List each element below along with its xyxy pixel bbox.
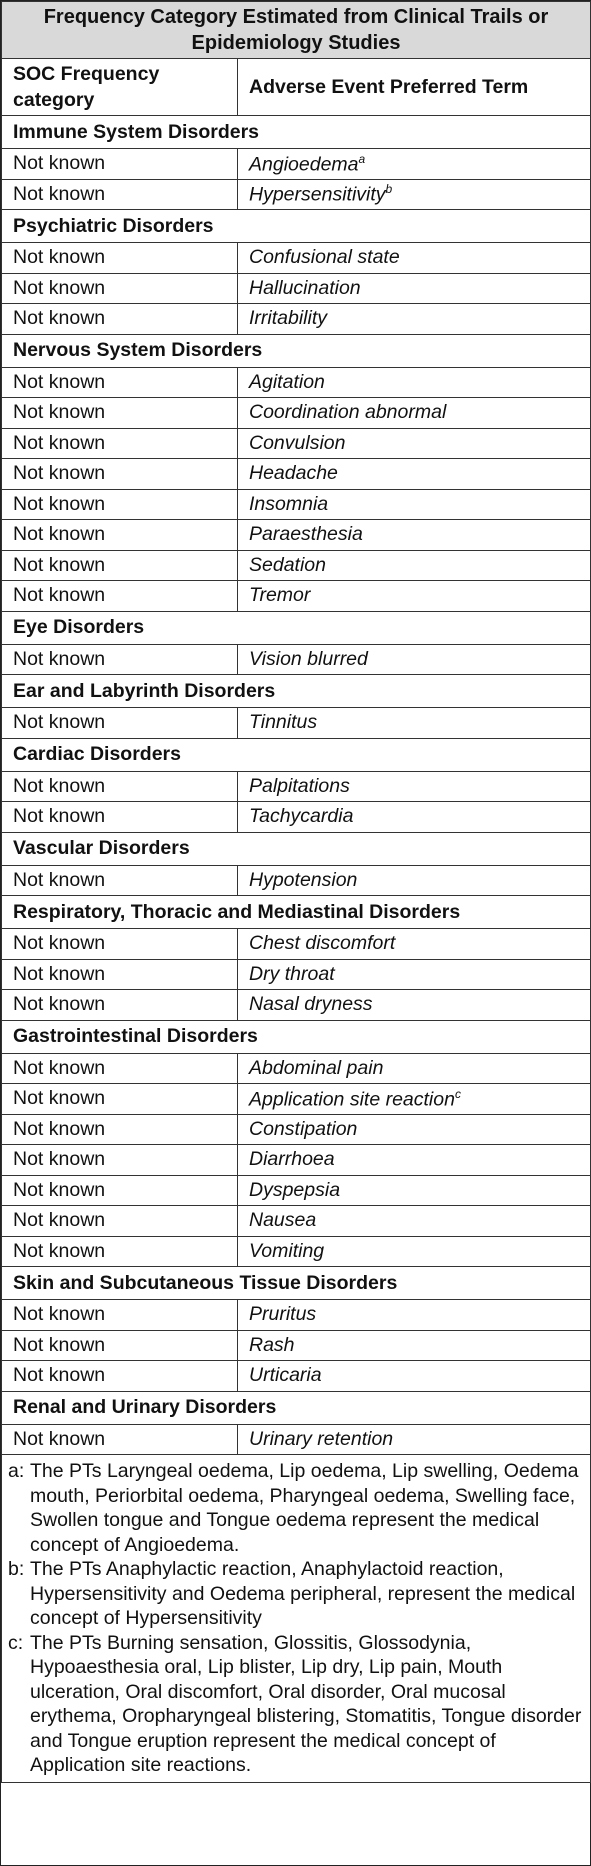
column-header-row bbox=[2, 59, 591, 116]
section-row bbox=[2, 334, 591, 367]
preferred-term-text: Insomnia bbox=[249, 492, 329, 515]
frequency-cell: Not known bbox=[2, 1206, 238, 1237]
preferred-term-text: Paraesthesia bbox=[249, 523, 363, 546]
frequency-cell: Not known bbox=[2, 929, 238, 960]
section-heading: Skin and Subcutaneous Tissue Disorders bbox=[2, 1267, 591, 1300]
preferred-term-text: Rash bbox=[249, 1333, 295, 1356]
table-row bbox=[2, 304, 591, 335]
footnote-text: The PTs Burning sensation, Glossitis, Glossodynia, Hypoaesthesia oral, Lip blister, Lip dry, Lip pain, Mouth ulceration, Oral discomfort, Oral disorder, Oral mucosal erythema, Oropharyngeal blistering, Stomatitis, Tongue disorder and Tongue eruption represent the medical concept of Application site reactions. bbox=[30, 1631, 582, 1776]
preferred-term-cell bbox=[238, 520, 591, 551]
preferred-term-text: Pruritus bbox=[249, 1303, 317, 1326]
table-row bbox=[2, 179, 591, 210]
table-row bbox=[2, 398, 591, 429]
preferred-term-cell bbox=[238, 304, 591, 335]
footnote-letter: a: bbox=[8, 1460, 25, 1482]
table-row bbox=[2, 644, 591, 675]
section-heading: Psychiatric Disorders bbox=[2, 210, 591, 243]
table-row bbox=[2, 520, 591, 551]
preferred-term-text: Nausea bbox=[249, 1209, 317, 1232]
preferred-term-cell bbox=[238, 644, 591, 675]
preferred-term-text: Urinary retention bbox=[249, 1427, 394, 1450]
preferred-term-cell bbox=[238, 771, 591, 802]
footnote-text: The PTs Laryngeal oedema, Lip oedema, Lip swelling, Oedema mouth, Periorbital oedema, Pharyngeal oedema, Swelling face, Swollen tongue and Tongue oedema represent the medical concept of Angioedema. bbox=[30, 1460, 579, 1556]
table-row bbox=[2, 1424, 591, 1455]
table-row bbox=[2, 550, 591, 581]
preferred-term-text: Tachycardia bbox=[249, 805, 354, 828]
section-heading: Gastrointestinal Disorders bbox=[2, 1020, 591, 1053]
section-row bbox=[2, 611, 591, 644]
table-row bbox=[2, 1300, 591, 1331]
frequency-cell: Not known bbox=[2, 520, 238, 551]
table-row bbox=[2, 1084, 591, 1115]
preferred-term-cell bbox=[238, 1114, 591, 1145]
preferred-term-text: Abdominal pain bbox=[249, 1056, 384, 1079]
preferred-term-cell bbox=[238, 1361, 591, 1392]
preferred-term-text: Urticaria bbox=[249, 1364, 322, 1387]
preferred-term-text: Vision blurred bbox=[249, 647, 368, 670]
frequency-cell: Not known bbox=[2, 1053, 238, 1084]
preferred-term-cell bbox=[238, 802, 591, 833]
section-heading: Respiratory, Thoracic and Mediastinal Disorders bbox=[2, 896, 591, 929]
preferred-term-cell bbox=[238, 398, 591, 429]
table-row bbox=[2, 428, 591, 459]
section-heading: Immune System Disorders bbox=[2, 116, 591, 149]
preferred-term-cell bbox=[238, 149, 591, 180]
table-title: Frequency Category Estimated from Clinical Trails or Epidemiology Studies bbox=[2, 2, 591, 59]
frequency-cell: Not known bbox=[2, 367, 238, 398]
table-row bbox=[2, 1114, 591, 1145]
preferred-term-cell bbox=[238, 243, 591, 274]
table-row bbox=[2, 243, 591, 274]
table-row bbox=[2, 802, 591, 833]
preferred-term-cell bbox=[238, 990, 591, 1021]
frequency-cell: Not known bbox=[2, 959, 238, 990]
table-row bbox=[2, 273, 591, 304]
table-row bbox=[2, 149, 591, 180]
footnote-text: The PTs Anaphylactic reaction, Anaphylactoid reaction, Hypersensitivity and Oedema peripheral, represent the medical concept of Hypersensitivity bbox=[30, 1558, 576, 1629]
preferred-term-text: Palpitations bbox=[249, 774, 350, 797]
frequency-cell: Not known bbox=[2, 771, 238, 802]
frequency-cell: Not known bbox=[2, 1114, 238, 1145]
table-row bbox=[2, 1236, 591, 1267]
preferred-term-cell bbox=[238, 708, 591, 739]
preferred-term-text: Confusional state bbox=[249, 246, 400, 269]
preferred-term-text: Nasal dryness bbox=[249, 993, 373, 1016]
preferred-term-cell bbox=[238, 273, 591, 304]
preferred-term-text: Hallucination bbox=[249, 276, 361, 299]
section-row bbox=[2, 1020, 591, 1053]
footnote-letter: c: bbox=[8, 1631, 24, 1654]
preferred-term-cell bbox=[238, 1300, 591, 1331]
frequency-cell: Not known bbox=[2, 1236, 238, 1267]
title-row bbox=[2, 2, 591, 59]
col-header-adverse-event: Adverse Event Preferred Term bbox=[238, 59, 591, 116]
table-row bbox=[2, 865, 591, 896]
footnote-marker: c bbox=[454, 1086, 461, 1101]
preferred-term-text: Hypersensitivity bbox=[249, 183, 386, 206]
frequency-cell: Not known bbox=[2, 1175, 238, 1206]
preferred-term-cell bbox=[238, 367, 591, 398]
table-row bbox=[2, 708, 591, 739]
footnote-marker: a bbox=[358, 151, 366, 166]
frequency-cell: Not known bbox=[2, 708, 238, 739]
table-row bbox=[2, 1206, 591, 1237]
preferred-term-cell bbox=[238, 1145, 591, 1176]
footnotes bbox=[2, 1455, 591, 1783]
frequency-cell: Not known bbox=[2, 398, 238, 429]
section-row bbox=[2, 738, 591, 771]
frequency-cell: Not known bbox=[2, 489, 238, 520]
section-row bbox=[2, 832, 591, 865]
table-row bbox=[2, 959, 591, 990]
table-body bbox=[2, 116, 591, 1455]
frequency-cell: Not known bbox=[2, 1424, 238, 1455]
table-row bbox=[2, 1330, 591, 1361]
footnote-item bbox=[8, 1631, 586, 1778]
preferred-term-cell bbox=[238, 1236, 591, 1267]
preferred-term-text: Constipation bbox=[249, 1117, 358, 1140]
preferred-term-cell bbox=[238, 489, 591, 520]
table-row bbox=[2, 990, 591, 1021]
section-row bbox=[2, 675, 591, 708]
section-row bbox=[2, 210, 591, 243]
preferred-term-text: Headache bbox=[249, 462, 338, 485]
table-row bbox=[2, 1053, 591, 1084]
footnotes-row bbox=[2, 1455, 591, 1783]
preferred-term-cell bbox=[238, 1330, 591, 1361]
adverse-events-table bbox=[1, 1, 591, 1783]
section-heading: Ear and Labyrinth Disorders bbox=[2, 675, 591, 708]
preferred-term-text: Dyspepsia bbox=[249, 1178, 341, 1201]
section-heading: Renal and Urinary Disorders bbox=[2, 1391, 591, 1424]
preferred-term-text: Hypotension bbox=[249, 868, 358, 891]
preferred-term-text: Angioedema bbox=[249, 153, 359, 175]
preferred-term-cell bbox=[238, 1175, 591, 1206]
frequency-cell: Not known bbox=[2, 428, 238, 459]
preferred-term-cell bbox=[238, 581, 591, 612]
frequency-cell: Not known bbox=[2, 802, 238, 833]
frequency-cell: Not known bbox=[2, 1084, 238, 1115]
preferred-term-text: Application site reaction bbox=[249, 1088, 455, 1110]
preferred-term-cell bbox=[238, 1084, 591, 1115]
table-row bbox=[2, 1361, 591, 1392]
frequency-cell: Not known bbox=[2, 581, 238, 612]
frequency-cell: Not known bbox=[2, 644, 238, 675]
frequency-cell: Not known bbox=[2, 273, 238, 304]
preferred-term-text: Dry throat bbox=[249, 962, 335, 985]
preferred-term-cell bbox=[238, 428, 591, 459]
footnote-item bbox=[8, 1459, 586, 1557]
section-row bbox=[2, 896, 591, 929]
preferred-term-cell bbox=[238, 929, 591, 960]
col-header-soc-frequency: SOC Frequency category bbox=[2, 59, 238, 116]
frequency-cell: Not known bbox=[2, 865, 238, 896]
preferred-term-text: Convulsion bbox=[249, 431, 346, 454]
section-row bbox=[2, 116, 591, 149]
section-heading: Nervous System Disorders bbox=[2, 334, 591, 367]
section-heading: Vascular Disorders bbox=[2, 832, 591, 865]
frequency-cell: Not known bbox=[2, 1145, 238, 1176]
frequency-cell: Not known bbox=[2, 1300, 238, 1331]
preferred-term-cell bbox=[238, 865, 591, 896]
section-row bbox=[2, 1391, 591, 1424]
preferred-term-cell bbox=[238, 1053, 591, 1084]
footnote-marker: b bbox=[385, 182, 393, 196]
table-row bbox=[2, 459, 591, 490]
frequency-cell: Not known bbox=[2, 149, 238, 180]
preferred-term-cell bbox=[238, 550, 591, 581]
preferred-term-text: Coordination abnormal bbox=[249, 401, 447, 424]
section-heading: Eye Disorders bbox=[2, 611, 591, 644]
footnote-item bbox=[8, 1557, 586, 1631]
table-row bbox=[2, 581, 591, 612]
table-row bbox=[2, 929, 591, 960]
preferred-term-cell bbox=[238, 459, 591, 490]
frequency-cell: Not known bbox=[2, 459, 238, 490]
preferred-term-cell bbox=[238, 179, 591, 210]
preferred-term-text: Irritability bbox=[249, 307, 328, 330]
preferred-term-text: Chest discomfort bbox=[249, 932, 396, 955]
frequency-cell: Not known bbox=[2, 1330, 238, 1361]
table-row bbox=[2, 1145, 591, 1176]
frequency-cell: Not known bbox=[2, 304, 238, 335]
preferred-term-text: Agitation bbox=[249, 370, 325, 393]
preferred-term-cell bbox=[238, 1206, 591, 1237]
table-row bbox=[2, 489, 591, 520]
frequency-cell: Not known bbox=[2, 243, 238, 274]
table-row bbox=[2, 771, 591, 802]
preferred-term-text: Sedation bbox=[249, 553, 326, 576]
preferred-term-text: Tinnitus bbox=[249, 711, 318, 734]
preferred-term-cell bbox=[238, 959, 591, 990]
preferred-term-cell bbox=[238, 1424, 591, 1455]
preferred-term-text: Vomiting bbox=[249, 1239, 325, 1262]
frequency-cell: Not known bbox=[2, 179, 238, 210]
frequency-cell: Not known bbox=[2, 550, 238, 581]
table-row bbox=[2, 367, 591, 398]
section-row bbox=[2, 1267, 591, 1300]
preferred-term-text: Diarrhoea bbox=[249, 1148, 335, 1171]
table-row bbox=[2, 1175, 591, 1206]
frequency-cell: Not known bbox=[2, 990, 238, 1021]
section-heading: Cardiac Disorders bbox=[2, 738, 591, 771]
frequency-cell: Not known bbox=[2, 1361, 238, 1392]
preferred-term-text: Tremor bbox=[249, 584, 311, 607]
footnote-letter: b: bbox=[8, 1558, 25, 1580]
